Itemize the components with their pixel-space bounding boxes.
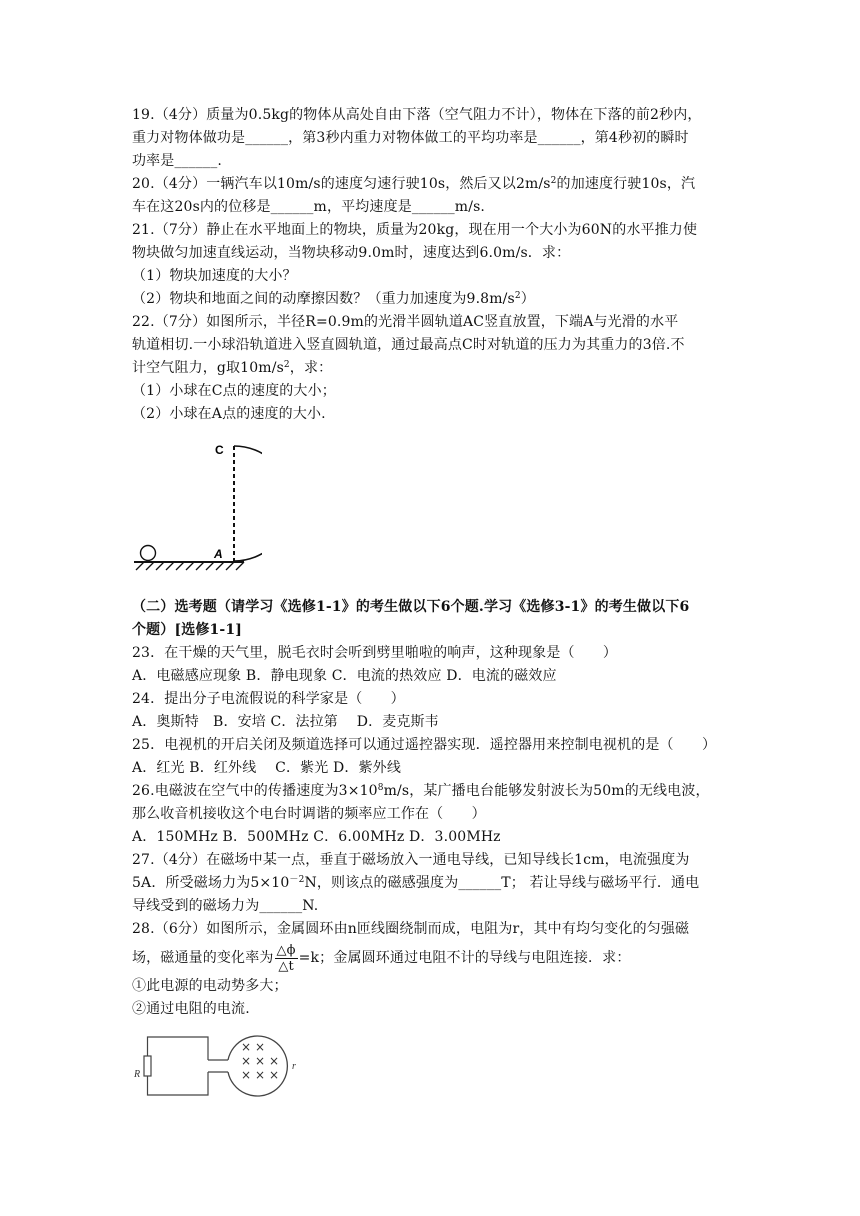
q27-line-2 [132, 872, 732, 895]
ball [141, 546, 156, 561]
exam-content [132, 104, 732, 1109]
q22-line-3-a: 计空气阻力，g取10m/s [132, 360, 284, 376]
magnetic-field-cross: × [269, 1068, 280, 1082]
q21-line-2: 物块做匀加速直线运动，当物块移动9.0m时，速度达到6.0m/s．求： [132, 245, 571, 261]
q19-line-3: 功率是______. [132, 153, 222, 169]
section-2-line-2: 个题）[选修1-1] [132, 622, 243, 638]
q21-exponent: 2 [514, 291, 521, 301]
q27-line-3: 导线受到的磁场力为______N. [132, 898, 319, 914]
magnetic-field-cross: × [255, 1040, 266, 1054]
q23-stem: 23．在干燥的天气里，脱毛衣时会听到劈里啪啦的响声，这种现象是（ ） [132, 645, 618, 661]
q25-stem: 25．电视机的开启关闭及频道选择可以通过遥控器实现．遥控器用来控制电视机的是（ ） [132, 737, 717, 753]
flux-rate-fraction [275, 943, 298, 974]
point-c-label: C [215, 443, 224, 457]
q21-line-3: （1）物块加速度的大小？ [132, 268, 297, 284]
magnetic-field-cross: × [241, 1040, 252, 1054]
q28-line-1: 28.（6分）如图所示，金属圆环由n匝线圈绕制而成，电阻为r，其中有均匀变化的匀强磁 [132, 921, 690, 937]
q26-line-2: 那么收音机接收这个电台时调谐的频率应工作在（ ） [132, 806, 486, 822]
q26-line-1 [132, 780, 732, 803]
q24-options: A．奥斯特 B．安培 C．法拉第 D．麦克斯韦 [132, 714, 439, 730]
q26-options: A．150MHz B．500MHz C．6.00MHz D．3.00MHz [132, 829, 501, 845]
q20-line-1-a: 20.（4分）一辆汽车以10m/s的速度匀速行驶10s，然后又以2m/s [132, 176, 551, 192]
question-22 [132, 311, 732, 582]
point-a-label: A [214, 547, 223, 561]
q22-line-1: 22.（7分）如图所示，半径R=0.9m的光滑半圆轨道AC竖直放置，下端A与光滑的水平 [132, 314, 679, 330]
q19-line-2: 重力对物体做功是______，第3秒内重力对物体做工的平均功率是______，第4秒初的瞬时 [132, 130, 689, 146]
q22-line-5: （2）小球在A点的速度的大小. [132, 406, 326, 422]
question-25 [132, 734, 732, 780]
ground-hatching [136, 562, 244, 570]
q19-line-1: 19.（4分）质量为0.5kg的物体从高处自由下落（空气阻力不计），物体在下落的前2秒内， [132, 107, 702, 123]
q20-line-2: 车在这20s内的位移是______m，平均速度是______m/s. [132, 199, 486, 215]
ring-resistance-label: r [292, 1061, 296, 1072]
fraction-numerator: △ϕ [276, 942, 296, 958]
question-27 [132, 849, 732, 918]
magnetic-field-cross: × [241, 1068, 252, 1082]
q21-line-4-b: ） [520, 291, 535, 307]
q21-line-1: 21.（7分）静止在水平地面上的物块，质量为20kg，现在用一个大小为60N的水平推力使 [132, 222, 698, 238]
q22-exponent: 2 [283, 360, 290, 370]
q21-line-4 [132, 288, 732, 311]
q22-line-4: （1）小球在C点的速度的大小； [132, 383, 336, 399]
question-28 [132, 918, 732, 1109]
question-24 [132, 688, 732, 734]
q26-line-1-b: m/s，某广播电台能够发射波长为50m的无线电波， [383, 783, 710, 799]
magnetic-field-cross: × [269, 1054, 280, 1068]
q20-exponent: 2 [550, 176, 557, 186]
resistor [144, 1056, 151, 1076]
circuit-wire [148, 1037, 229, 1095]
question-21 [132, 219, 732, 311]
q22-line-3 [132, 357, 732, 380]
q27-line-2-b: N，则该点的磁感强度为______T； 若让导线与磁场平行．通电 [304, 875, 700, 891]
q28-line-2-b: =k；金属圆环通过电阻不计的导线与电阻连接．求： [298, 950, 631, 966]
q28-line-2 [132, 941, 732, 975]
q20-line-1-b: 的加速度行驶10s，汽 [556, 176, 696, 192]
ring-circuit-figure [132, 1029, 332, 1109]
q21-line-4-a: （2）物块和地面之间的动摩擦因数？（重力加速度为9.8m/s [132, 291, 515, 307]
magnetic-field-cross: × [255, 1054, 266, 1068]
question-26 [132, 780, 732, 849]
q24-stem: 24．提出分子电流假说的科学家是（ ） [132, 691, 405, 707]
section-2-line-1: （二）选考题（请学习《选修1-1》的考生做以下6个题.学习《选修3-1》的考生做以下6 [132, 599, 690, 615]
question-20 [132, 173, 732, 219]
q26-exponent: 8 [377, 783, 384, 793]
q23-options: A．电磁感应现象 B．静电现象 C．电流的热效应 D．电流的磁效应 [132, 668, 557, 684]
q27-line-2-a: 5A．所受磁场力为5×10 [132, 875, 290, 891]
q28-line-4: ②通过电阻的电流. [132, 1001, 250, 1017]
question-23 [132, 642, 732, 688]
question-19 [132, 104, 732, 173]
magnetic-field-cross: × [241, 1054, 252, 1068]
q25-options: A．红光 B．红外线 C．紫光 D．紫外线 [132, 760, 401, 776]
q28-line-2-a: 场，磁通量的变化率为 [132, 950, 274, 966]
q26-line-1-a: 26.电磁波在空气中的传播速度为3×10 [132, 783, 378, 799]
q20-line-1 [132, 173, 732, 196]
q22-line-2: 轨道相切.一小球沿轨道进入竖直圆轨道，通过最高点C时对轨道的压力为其重力的3倍.不 [132, 337, 685, 353]
elective-section-header [132, 596, 732, 642]
q27-exponent: －2 [289, 875, 305, 885]
semicircle-track-figure [132, 432, 262, 582]
semicircle-track [234, 446, 262, 561]
resistor-label: R [134, 1069, 141, 1080]
q22-line-3-b: ，求： [289, 360, 333, 376]
magnetic-field-cross: × [255, 1068, 266, 1082]
q28-line-3: ①此电源的电动势多大； [132, 978, 288, 994]
fraction-denominator: △t [278, 958, 294, 974]
q27-line-1: 27.（4分）在磁场中某一点，垂直于磁场放入一通电导线，已知导线长1cm，电流强度为 [132, 852, 690, 868]
